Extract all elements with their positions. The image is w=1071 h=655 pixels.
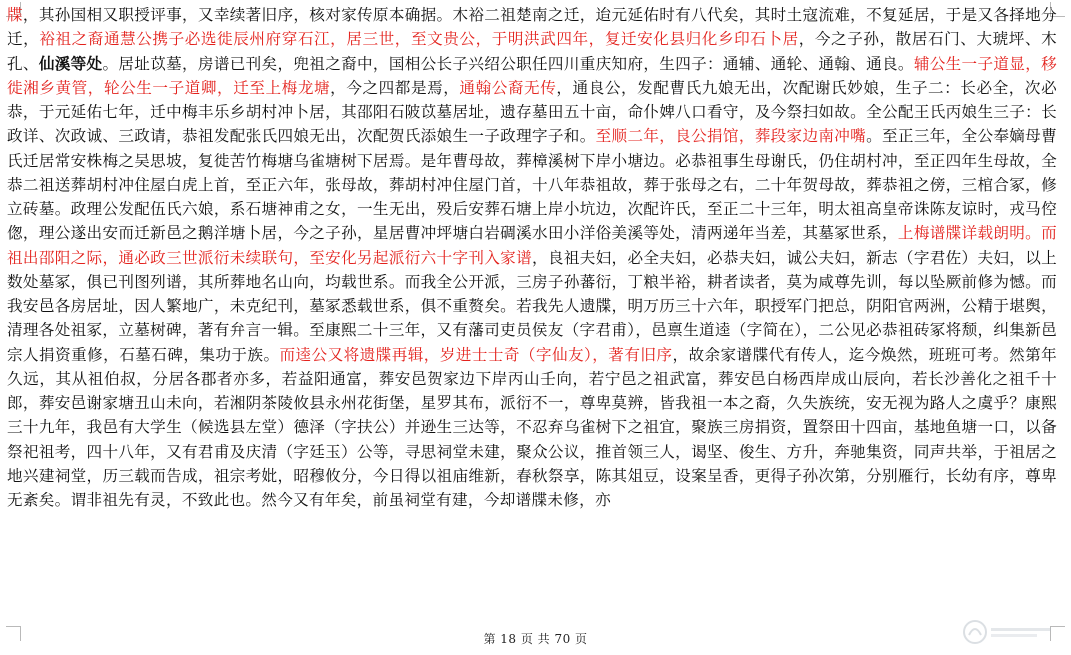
text-segment: ，今之子孙，散居石门、大琥坪、木孔、 bbox=[7, 30, 1057, 73]
page-number-footer: 第 18 页 共 70 页 bbox=[483, 632, 588, 646]
text-segment: ，通良公，发配曹氏九娘无出，次配谢氏妙娘，生子二：长必全，次必恭，于元延佑七年，迁中梅丰乐乡胡村冲卜居，其邵阳石陂苡墓居址，遗存墓田五十亩，命仆婢八口看守，及今祭扫如故。全公配王氏丙娘生三子：长政详、次政诚、三政请，恭祖发配张氏四娘无出，次配贺氏添娘生一子政理字子和。 bbox=[7, 78, 1057, 146]
text-segment: 。至正三年，全公奉嫡母曹氏迁居常安株梅之吴思坡，复徙苦竹梅塘乌雀塘树下居焉。是年曹母故，葬樟溪树下岸小塘边。必恭祖事生母谢氏，仍住胡村冲，至正四年生母故，全恭二祖送葬胡村冲住屋白虎上首，至正六年，张母故，葬胡村冲住屋门首，十八年恭祖故，葬于张母之右，二十年贺母故，葬恭祖之傍，三棺合冢，修立砖墓。政理公发配伍氏六娘，系石塘神甫之女，一生无出，殁后安葬石塘上岸小坑边，次配许氏，至正二十三年，明太祖高皇帝诛陈友谅时，戎马倥偬，理公遂出安而迁新邑之鹅洋塘卜居，今之子孙，星居曹冲坪塘白岩碉溪水田小洋俗美溪等处，清两递年当差，其墓冢世系， bbox=[7, 127, 1057, 243]
text-segment: ，其孙国相又职授评事，又幸续著旧序，核对家传原本确据。木裕二祖楚南之迁，迨元延佑时有八代矣，其时土寇流难，不复延居，于是又各择地分迁， bbox=[7, 6, 1057, 49]
text-segment: 通翰公裔无传 bbox=[459, 78, 557, 97]
text-segment: 上梅谱牒详载朗明。而祖出邵阳之际，通必政三世派衍未续联句，至安化另起派衍六十字刊入家谱 bbox=[7, 224, 1057, 267]
genealogy-text-body bbox=[7, 3, 1057, 620]
site-watermark-logo-icon bbox=[961, 617, 1057, 647]
text-segment: 辅公生一子道显，移徙湘乡黄管，轮公生一子道卿，迁至上梅龙塘 bbox=[7, 54, 1057, 97]
text-segment: 至顺二年，良公捐馆，葬段家边南冲嘴 bbox=[595, 127, 867, 146]
text-segment: ，今之四都是焉， bbox=[330, 78, 460, 97]
text-segment: 裕祖之裔通慧公携子必选徙辰州府穿石江，居三世，至文贵公，于明洪武四年，复迁安化县归化乡印石卜居 bbox=[39, 30, 799, 49]
text-segment: 仙溪等处 bbox=[38, 53, 103, 73]
text-segment: 牒 bbox=[7, 6, 23, 24]
text-segment: 而逵公又将遗牒再辑，岁进士士奇（字仙友），著有旧序 bbox=[279, 345, 673, 364]
text-segment: 。居址苡墓，房谱已刊矣，兜祖之裔中，国相公长子兴绍公职任四川重庆知府，生四子：通辅、通轮、通翰、通良。 bbox=[102, 54, 914, 73]
text-segment: ，良祖夫妇，必全夫妇，必恭夫妇，诚公夫妇，新志（字君佐）夫妇，以上数处墓冢，俱已刊图列谱，其所葬地名山向，均载世系。而我全公开派，三房子孙蕃衍，丁粮半裕，耕者读者，莫为咸尊先训，每以坠厥前修为憾。而我安邑各房居址，因人繁地广，未克纪刊，墓冢悉载世系，俱不重赘矣。若我先人遗牒，明万历三十六年，职授军门把总，阴阳官两洲，公精于堪舆，清理各处祖冢，立墓树碑，著有弁言一辑。至康熙二十三年，又有藩司吏员侯友（字君甫），邑禀生道逵（字简在），二公见必恭祖砖冢将颓，纠集新邑宗人捐资重修，石墓石碑，集功于族。 bbox=[7, 248, 1057, 364]
text-segment: ，故余家谱牒代有传人，迄今焕然，班班可考。然第年久远，其从祖伯叔，分居各郡者亦多，若益阳通富，葬安邑贺家边下岸丙山壬向，若宁邑之祖武富，葬安邑白杨西岸成山辰向，若长沙善化之祖千十郎，葬安邑谢家塘丑山未向，若湘阴茶陵攸县永州花街堡，星罗其布，派衍不一，尊卑莫辨，皆我祖一本之裔，久失族统，安无视为路人之虞乎？康熙三十九年，我邑有大学生（候选县左堂）德泽（字扶公）并逊生三达等，不忍弃乌雀树下之祖宜，聚族三房捐资，置祭田十四亩，基地鱼塘一口，以备祭祀祖考，四十八年，又有君甫及庆清（字廷玉）公等，寻思祠堂未建，聚众公议，推首领三人，谒坚、俊生、方升，奔驰集资，同声共举，于祖居之地兴建祠堂，历三载而告成，祖宗考妣，昭穆攸分，今日得以祖庙维新，春秋祭享，陈其俎豆，设案呈香，更得子孙次第，分别雁行，长幼有序，尊卑无紊矣。谓非祖先有灵，不致此也。然今又有年矣，前虽祠堂有建，今却谱牒未修，亦 bbox=[7, 345, 1057, 509]
